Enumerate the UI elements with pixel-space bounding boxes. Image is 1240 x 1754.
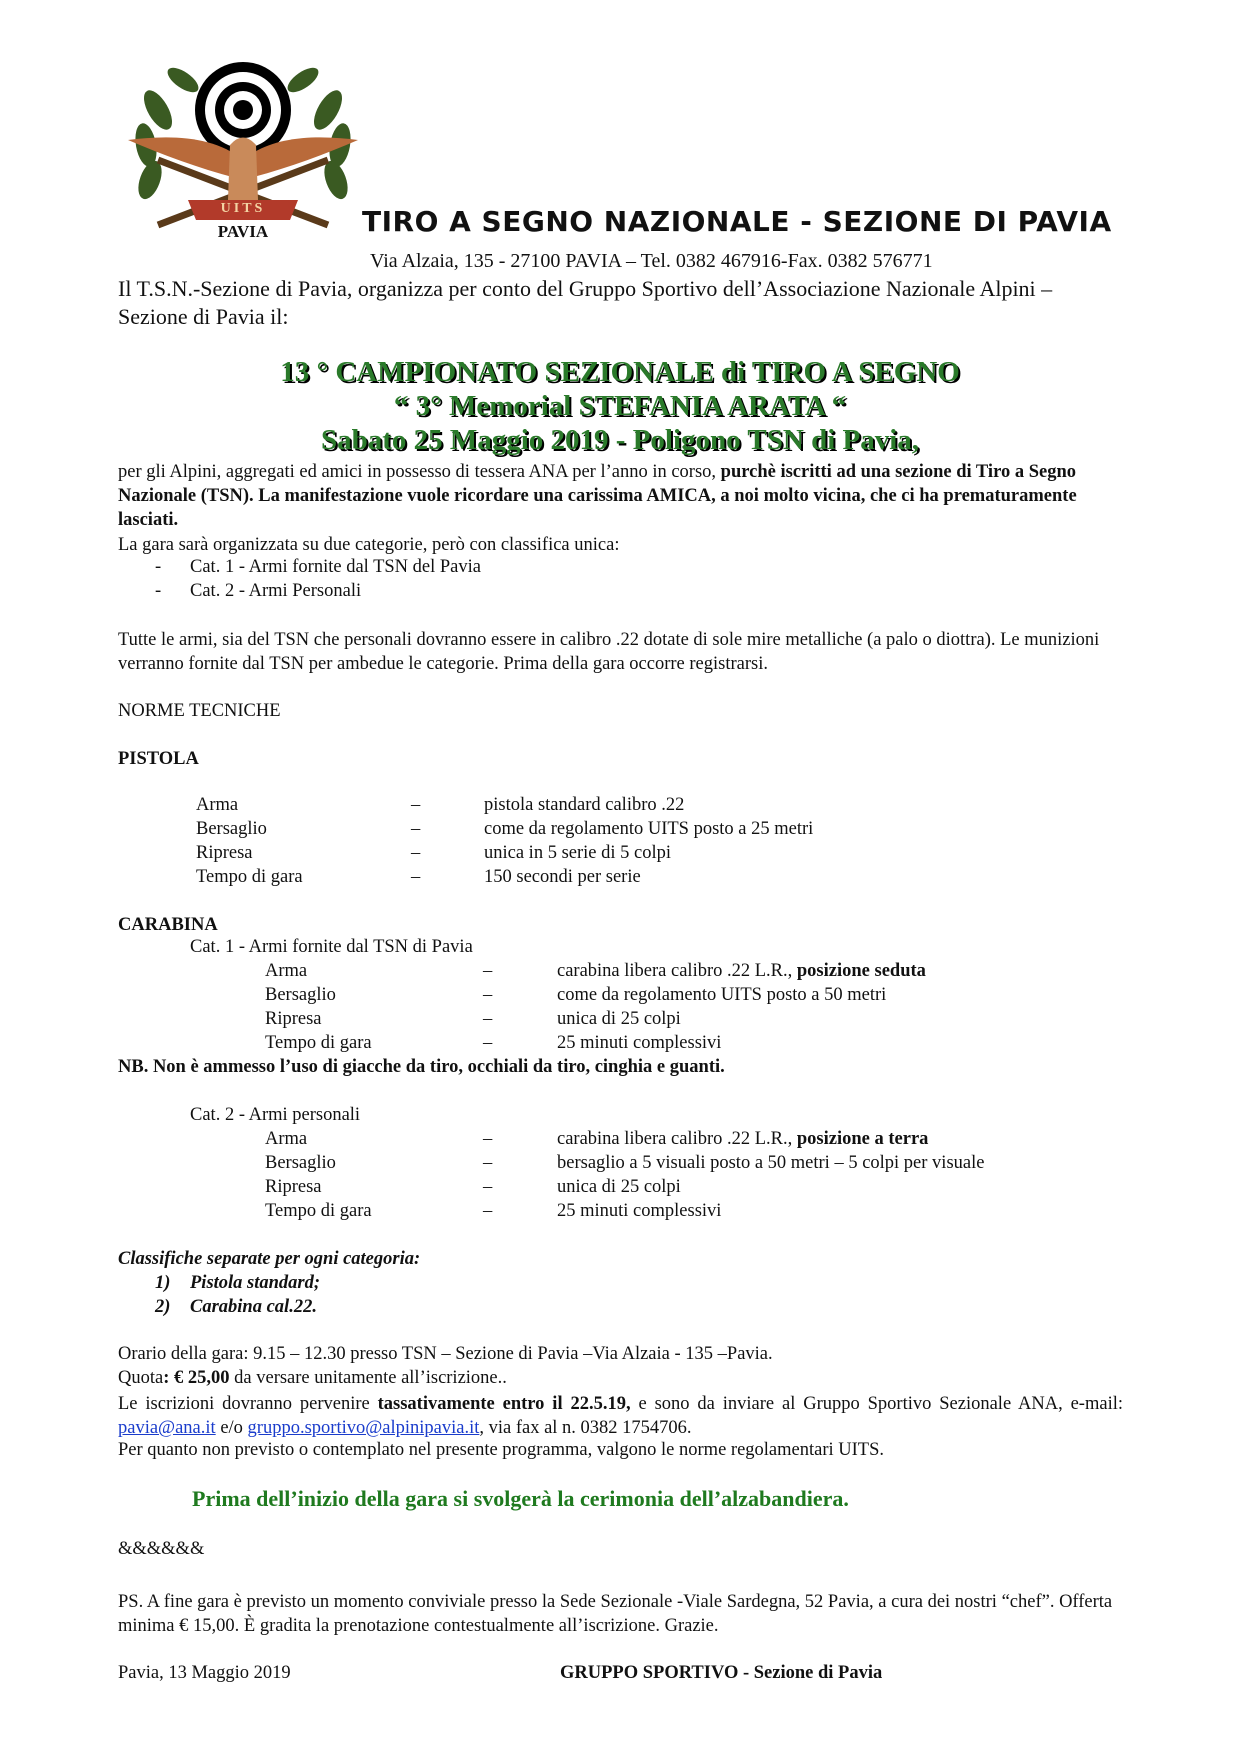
iscrizioni-deadline: tassativamente entro il 22.5.19, [377, 1394, 631, 1414]
carabina-value: 25 minuti complessivi [557, 1033, 722, 1053]
carabina-dash: – [483, 1129, 493, 1149]
carabina-label: Arma [265, 961, 308, 981]
carabina-heading: CARABINA [118, 915, 218, 935]
carabina-dash: – [483, 985, 493, 1005]
iscrizioni-part-c: e/o [215, 1418, 248, 1438]
pistola-dash: – [411, 795, 421, 815]
email-link-ana[interactable]: pavia@ana.it [118, 1418, 216, 1438]
carabina-label: Bersaglio [265, 985, 336, 1005]
footer-date: Pavia, 13 Maggio 2019 [118, 1663, 291, 1683]
classifiche-title: Classifiche separate per ogni categoria: [118, 1249, 421, 1269]
event-title: 13 ° CAMPIONATO SEZIONALE di TIRO A SEGNO [280, 356, 960, 388]
carabina-label: Arma [265, 1129, 308, 1149]
norme-uits-text: Per quanto non previsto o contemplato nel presente programma, valgono le norme regolamentari UITS. [118, 1440, 884, 1460]
carabina-label: Tempo di gara [265, 1033, 372, 1053]
pistola-value: 150 secondi per serie [484, 867, 641, 887]
carabina-label: Ripresa [265, 1177, 322, 1197]
logo-ribbon-text: UITS [220, 201, 266, 216]
pistola-label: Arma [196, 795, 239, 815]
carabina-value [557, 961, 926, 982]
carabina-value [557, 1129, 928, 1150]
ps-note: PS. A fine gara è previsto un momento conviviale presso la Sede Sezionale -Viale Sardegna, 52 Pavia, a cura dei nostri “chef”. Offerta minima € 15,00. È gradita la prenotazione contestualmente all’iscrizione. Grazie. [118, 1592, 1113, 1636]
category-list-item: - [155, 581, 162, 601]
ceremony-notice: Prima dell’inizio della gara si svolgerà la cerimonia dell’alzabandiera. [192, 1486, 849, 1511]
iscrizioni-text [118, 1392, 1123, 1440]
iscrizioni-part-d: , via fax al n. 0382 1754706. [479, 1418, 692, 1438]
carabina-value-bold: posizione seduta [796, 961, 926, 981]
quota-text [118, 1368, 507, 1389]
carabina-label: Bersaglio [265, 1153, 336, 1173]
classifiche-num: 2) [155, 1297, 171, 1317]
carabina-dash: – [483, 1033, 493, 1053]
carabina-value: unica di 25 colpi [557, 1009, 681, 1029]
quota-label: Quota [118, 1368, 164, 1388]
pistola-label: Ripresa [196, 843, 253, 863]
orario-text: Orario della gara: 9.15 – 12.30 presso TSN – Sezione di Pavia –Via Alzaia - 135 –Pavia. [118, 1344, 773, 1364]
pistola-dash: – [411, 867, 421, 887]
carabina-value-text: carabina libera calibro .22 L.R., [557, 961, 797, 981]
carabina-dash: – [483, 961, 493, 981]
carabina-dash: – [483, 1009, 493, 1029]
carabina-dash: – [483, 1201, 493, 1221]
carabina-label: Ripresa [265, 1009, 322, 1029]
pistola-label: Tempo di gara [196, 867, 303, 887]
carabina-value: come da regolamento UITS posto a 50 metri [557, 985, 887, 1005]
iscrizioni-part-b: e sono da inviare al Gruppo Sportivo Sezionale ANA, e-mail: [630, 1394, 1123, 1414]
quota-rest: da versare unitamente all’iscrizione.. [229, 1368, 507, 1388]
header-address: Via Alzaia, 135 - 27100 PAVIA – Tel. 0382 467916-Fax. 0382 576771 [370, 250, 933, 272]
norme-tecniche-heading: NORME TECNICHE [118, 701, 281, 721]
intro-text: Il T.S.N.-Sezione di Pavia, organizza per conto del Gruppo Sportivo dell’Associazione Nazionale Alpini – Sezione di Pavia il: [118, 276, 1053, 329]
separator: &&&&&& [118, 1539, 205, 1559]
category-list-item: - [155, 557, 162, 577]
pistola-value: pistola standard calibro .22 [484, 795, 685, 815]
quota-amount: : € 25,00 [163, 1368, 230, 1388]
iscrizioni-part-a: Le iscrizioni dovranno pervenire [118, 1394, 378, 1414]
pistola-value: come da regolamento UITS posto a 25 metri [484, 819, 814, 839]
category-list-item-1: Cat. 1 - Armi fornite dal TSN del Pavia [190, 557, 481, 577]
header-title: TIRO A SEGNO NAZIONALE - SEZIONE DI PAVIA [362, 205, 1112, 238]
pistola-dash: – [411, 843, 421, 863]
weapons-paragraph: Tutte le armi, sia del TSN che personali dovranno essere in calibro .22 dotate di sole mire metalliche (a palo o diottra). Le munizioni verranno fornite dal TSN per ambedue le categorie. Prima della gara occorre registrarsi. [118, 630, 1100, 674]
pistola-label: Bersaglio [196, 819, 267, 839]
classifiche-item: Pistola standard; [190, 1273, 321, 1293]
classifiche-num: 1) [155, 1273, 171, 1293]
intro-paragraph-plain: per gli Alpini, aggregati ed amici in possesso di tessera ANA per l’anno in corso, [118, 462, 721, 482]
event-date: Sabato 25 Maggio 2019 - Poligono TSN di Pavia, [320, 424, 920, 456]
pistola-value: unica in 5 serie di 5 colpi [484, 843, 672, 863]
carabina-dash: – [483, 1153, 493, 1173]
classifiche-item: Carabina cal.22. [190, 1297, 317, 1317]
footer-signature: GRUPPO SPORTIVO - Sezione di Pavia [560, 1663, 883, 1683]
pistola-dash: – [411, 819, 421, 839]
email-link-gruppo[interactable]: gruppo.sportivo@alpinipavia.it [247, 1418, 480, 1438]
category-list-item-2: Cat. 2 - Armi Personali [190, 581, 362, 601]
intro-paragraph-bold: purchè iscritti ad una sezione di Tiro a Segno Nazionale (TSN). La manifestazione vuole ricordare una carissima AMICA, a noi molto vicina, che ci ha prematuramente lasciati. [118, 462, 1077, 530]
carabina-value-text: carabina libera calibro .22 L.R., [557, 1129, 797, 1149]
carabina-dash: – [483, 1177, 493, 1197]
nb-note: NB. Non è ammesso l’uso di giacche da tiro, occhiali da tiro, cinghia e guanti. [118, 1057, 725, 1077]
pistola-heading: PISTOLA [118, 749, 199, 769]
categories-intro: La gara sarà organizzata su due categorie, però con classifica unica: [118, 535, 620, 555]
carabina-cat1-title: Cat. 1 - Armi fornite dal TSN di Pavia [190, 937, 473, 957]
carabina-cat2-title: Cat. 2 - Armi personali [190, 1105, 361, 1125]
carabina-label: Tempo di gara [265, 1201, 372, 1221]
carabina-value-bold: posizione a terra [796, 1129, 929, 1149]
carabina-value: 25 minuti complessivi [557, 1201, 722, 1221]
event-memorial: “ 3° Memorial STEFANIA ARATA “ [393, 390, 847, 422]
carabina-value: bersaglio a 5 visuali posto a 50 metri – 5 colpi per visuale [557, 1153, 985, 1173]
carabina-value: unica di 25 colpi [557, 1177, 681, 1197]
intro-paragraph [118, 460, 1123, 532]
uits-logo [118, 50, 368, 250]
logo-city-text: PAVIA [217, 222, 269, 241]
